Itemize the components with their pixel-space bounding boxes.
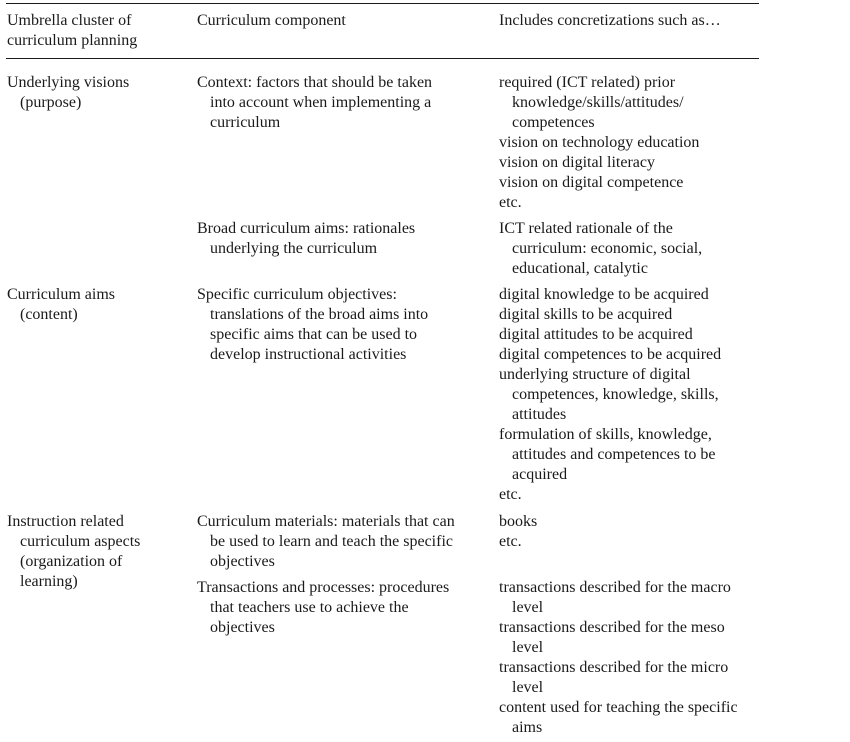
cell-line: into account when implementing a [210, 94, 432, 111]
header-line: Curriculum component [197, 12, 346, 29]
list-item: competences [512, 114, 595, 131]
list-item: formulation of skills, knowledge, [499, 426, 712, 443]
list-item: aims [512, 719, 543, 736]
list-item: ICT related rationale of the [499, 220, 673, 237]
cell-line: learning) [20, 573, 78, 590]
component-curriculum-materials [197, 512, 455, 572]
cell-line: (purpose) [20, 94, 82, 111]
concretizations-specific-objectives [499, 285, 721, 505]
cell-line: Specific curriculum objectives: [197, 286, 397, 303]
concretizations-curriculum-materials [499, 512, 537, 552]
table-header-rule [6, 58, 759, 59]
list-item: vision on technology education [499, 134, 700, 151]
list-item: knowledge/skills/attitudes/ [512, 94, 684, 111]
component-broad-aims [197, 219, 415, 259]
list-item: level [512, 679, 544, 696]
cell-line: curriculum [210, 114, 281, 131]
concretizations-broad-aims [499, 219, 702, 279]
cell-line: translations of the broad aims into [210, 306, 429, 323]
cell-line: that teachers use to achieve the [210, 599, 409, 616]
list-item: curriculum: economic, social, [512, 240, 703, 257]
component-transactions [197, 578, 449, 638]
cell-line: develop instructional activities [210, 346, 407, 363]
cell-line: Curriculum aims [7, 286, 115, 303]
list-item: level [512, 639, 544, 656]
table-top-rule [6, 3, 759, 4]
concretizations-transactions [499, 578, 738, 738]
list-item: transactions described for the micro [499, 659, 729, 676]
list-item: competences, knowledge, skills, [512, 386, 719, 403]
component-context [197, 73, 432, 133]
component-specific-objectives [197, 285, 428, 365]
cell-line: Transactions and processes: procedures [197, 579, 450, 596]
cell-line: Instruction related [7, 513, 124, 530]
cluster-underlying-visions [7, 73, 129, 113]
list-item: level [512, 599, 544, 616]
list-item: vision on digital competence [499, 174, 684, 191]
header-line: Umbrella cluster of [7, 12, 132, 29]
concretizations-context [499, 73, 699, 213]
list-item: transactions described for the meso [499, 619, 725, 636]
list-item: transactions described for the macro [499, 579, 731, 596]
cell-line: Broad curriculum aims: rationales [197, 220, 416, 237]
cell-line: objectives [210, 553, 275, 570]
cell-line: curriculum aspects [20, 533, 141, 550]
cell-line: (organization of [20, 553, 123, 570]
cell-line: be used to learn and teach the specific [210, 533, 453, 550]
cell-line: objectives [210, 619, 275, 636]
cell-line: Context: factors that should be taken [197, 74, 433, 91]
cell-line: Curriculum materials: materials that can [197, 513, 455, 530]
cluster-curriculum-aims [7, 285, 115, 325]
list-item: digital skills to be acquired [499, 306, 673, 323]
cell-line: (content) [20, 306, 78, 323]
list-item: digital competences to be acquired [499, 346, 722, 363]
list-item: etc. [499, 533, 522, 550]
header-line: curriculum planning [7, 32, 138, 49]
cell-line: underlying the curriculum [210, 240, 378, 257]
cell-line: specific aims that can be used to [210, 326, 418, 343]
list-item: etc. [499, 486, 522, 503]
list-item: digital attitudes to be acquired [499, 326, 693, 343]
cluster-instruction-related [7, 512, 140, 592]
header-concretizations [499, 11, 721, 31]
cell-line: Underlying visions [7, 74, 130, 91]
header-umbrella-cluster [7, 11, 137, 51]
list-item: required (ICT related) prior [499, 74, 676, 91]
list-item: underlying structure of digital [499, 366, 691, 383]
list-item: attitudes [512, 406, 567, 423]
list-item: educational, catalytic [512, 260, 648, 277]
list-item: digital knowledge to be acquired [499, 286, 709, 303]
list-item: etc. [499, 194, 522, 211]
list-item: vision on digital literacy [499, 154, 655, 171]
list-item: books [499, 513, 538, 530]
header-line: Includes concretizations such as… [499, 12, 721, 29]
header-curriculum-component [197, 11, 346, 31]
list-item: attitudes and competences to be [512, 446, 716, 463]
list-item: content used for teaching the specific [499, 699, 738, 716]
list-item: acquired [512, 466, 568, 483]
